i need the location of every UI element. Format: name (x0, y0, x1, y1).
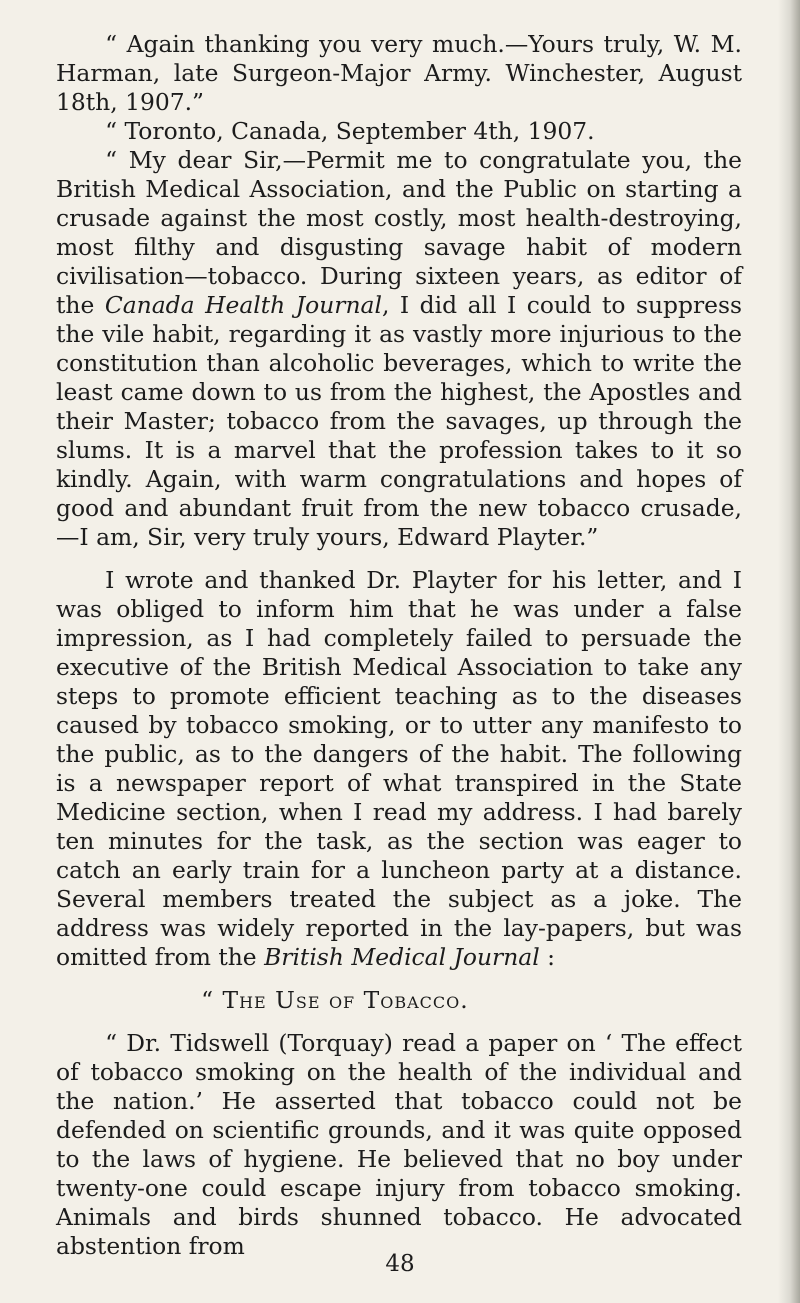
heading-open-quote: “ (201, 986, 223, 1014)
british-medical-journal-title: British Medical Journal (264, 943, 540, 971)
harman-letter-closing: “ Again thanking you very much.—Yours truly, W. M. Harman, late Surgeon-Major Army. Winchester, August 18th, 1907.” (56, 30, 742, 116)
author-paragraph-part1: I wrote and thanked Dr. Playter for his letter, and I was obliged to inform him that he was under a false impression, as I had completely failed to persuade the executive of the British Medical Association to take any steps to promote efficient teaching as to the diseases caused by tobacco smoking, or to utter any manifesto to the public, as to the dangers of the habit. The following is a newspaper report of what transpired in the State Medicine section, when I read my address. I had barely ten minutes for the task, as the section was eager to catch an early train for a luncheon party at a distance. Several members treated the subject as a joke. The address was widely reported in the lay-papers, but was omitted from the (56, 566, 742, 971)
heading-text: The Use of Tobacco. (222, 986, 469, 1014)
page-number: 48 (385, 1251, 415, 1277)
page-edge-shadow (778, 0, 800, 1303)
report-paragraph: “ Dr. Tidswell (Torquay) read a paper on ‘ The effect of tobacco smoking on the health of the individual and the nation.’ He asserted that tobacco could not be defended on scientific grounds, and it was quite opposed to the laws of hygiene. He believed that no boy under twenty-one could escape injury from tobacco smoking. Animals and birds shunned tobacco. He advocated abstention from (56, 1029, 742, 1260)
playter-letter-part2: , I did all I could to suppress the vile habit, regarding it as vastly more injurious to the constitution than alcoholic beverages, which to write the least came down to us from the highest, the Apostles and their Master; tobacco from the savages, up through the slums. It is a marvel that the profession takes to it so kindly. Again, with warm congratulations and hopes of good and abundant fruit from the new tobacco crusade, —I am, Sir, very truly yours, Edward Playter.” (56, 291, 743, 551)
playter-letter-body (56, 146, 742, 552)
section-heading (56, 986, 742, 1015)
playter-letter-part1: “ My dear Sir,—Permit me to congratulate you, the British Medical Association, and the Public on starting a crusade against the most costly, most health-destroying, most filthy and disgusting savage habit of modern civilisation—tobacco. During sixteen years, as editor of the (56, 146, 742, 319)
playter-letter-dateline: “ Toronto, Canada, September 4th, 1907. (105, 117, 595, 145)
author-paragraph (56, 566, 742, 972)
canada-health-journal-title: Canada Health Journal (104, 291, 382, 319)
author-paragraph-part2: : (539, 943, 556, 971)
